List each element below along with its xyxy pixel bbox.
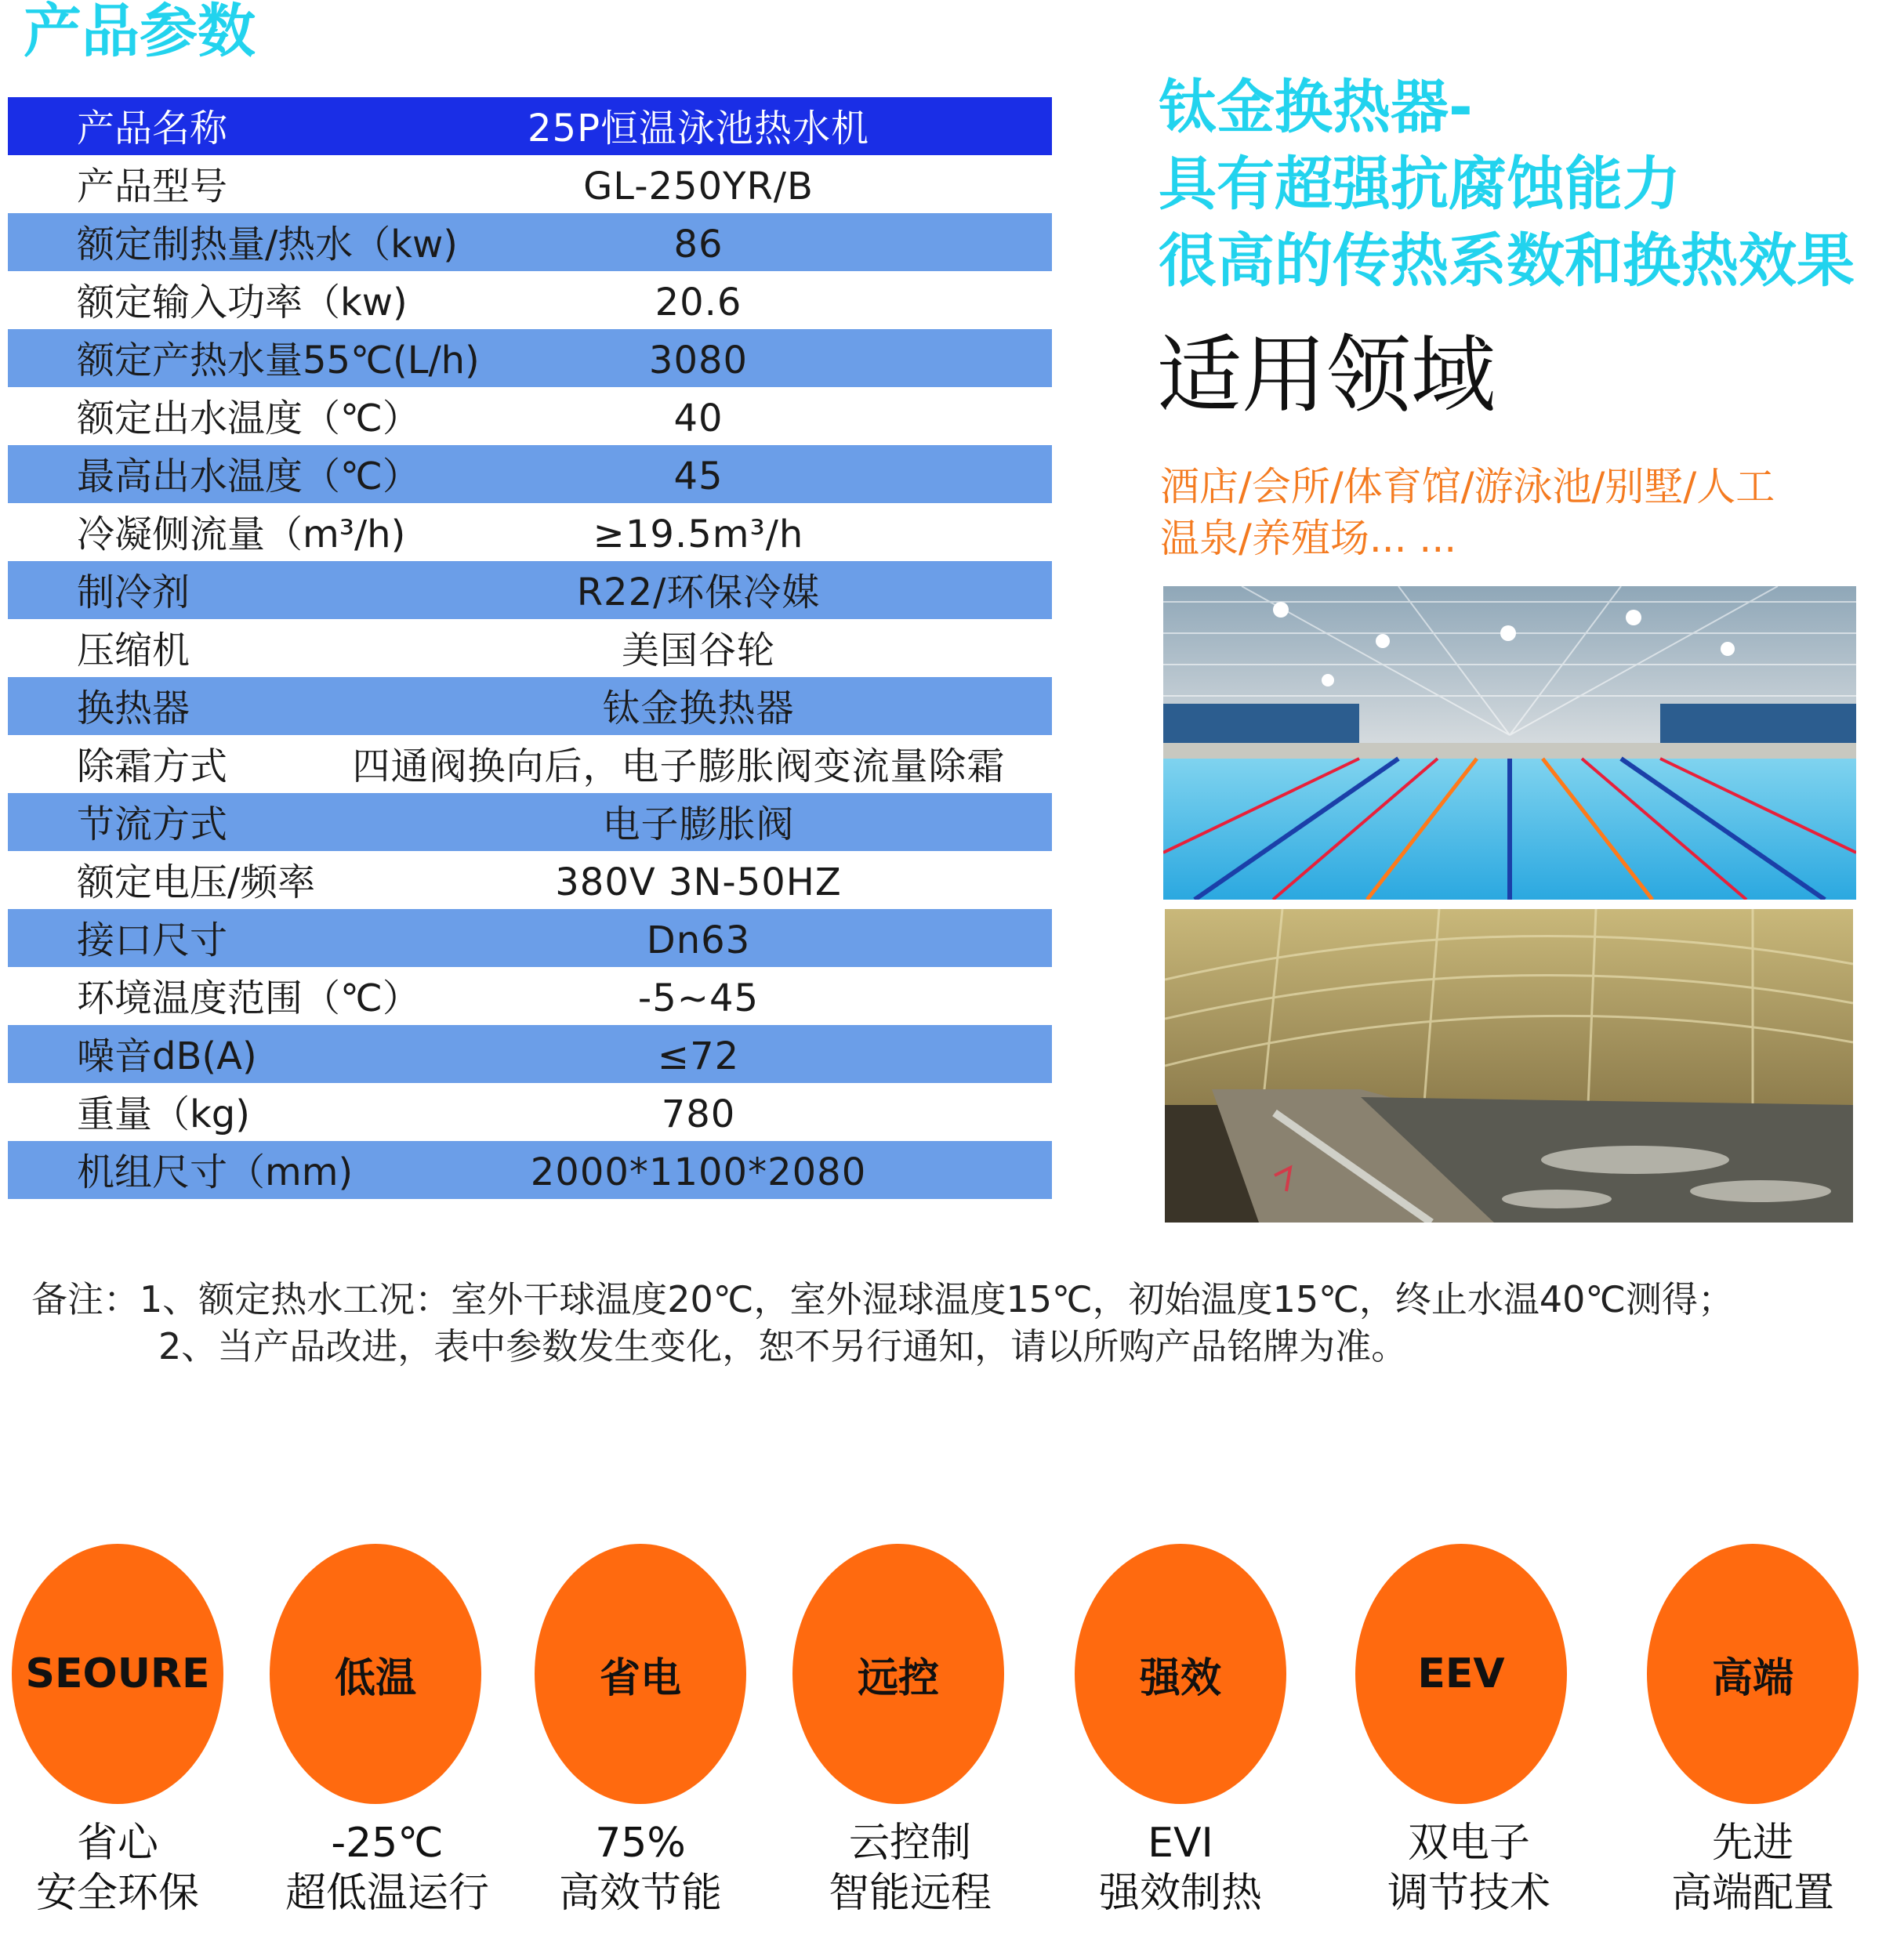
spec-label: 额定制热量/热水（kw) [77, 223, 458, 266]
feature-line: 很高的传热系数和换热效果 [1159, 227, 1855, 295]
spec-label: 制冷剂 [77, 571, 190, 614]
spec-value: 电子膨胀阀 [602, 802, 795, 846]
notes [31, 1276, 1734, 1370]
spec-label: 额定输入功率（kw) [77, 281, 408, 324]
table-row [8, 329, 1052, 387]
spec-label: 换热器 [77, 686, 190, 730]
table-row [8, 1025, 1052, 1083]
table-row [8, 387, 1052, 445]
badge-caption [1596, 1818, 1904, 1918]
table-row [8, 619, 1052, 677]
spec-label: 除霜方式 [77, 744, 228, 788]
spec-value: Dn63 [646, 918, 751, 962]
spec-label: 额定电压/频率 [77, 860, 316, 904]
badge-remote [742, 1544, 1055, 1936]
spec-label: 冷凝侧流量（m³/h) [77, 513, 406, 556]
table-row [8, 735, 1052, 793]
feature-badges [0, 1544, 1904, 1936]
spec-label: 机组尺寸（mm) [77, 1150, 354, 1194]
spec-label: 压缩机 [77, 628, 190, 672]
table-row [8, 967, 1052, 1025]
badge-caption [1024, 1818, 1337, 1918]
spec-value: 钛金换热器 [602, 686, 795, 730]
badge-caption [1320, 1818, 1618, 1918]
spec-label: 接口尺寸 [77, 918, 228, 962]
badge-circle [1075, 1544, 1286, 1804]
spec-value: ≥19.5m³/h [593, 513, 804, 556]
badge-caption-line: 强效制热 [1098, 1870, 1262, 1917]
table-row [8, 1083, 1052, 1141]
badge-caption-line: 智能远程 [828, 1870, 992, 1917]
application-title: 适用领域 [1157, 327, 1496, 425]
spec-label: 额定出水温度（℃） [77, 397, 420, 440]
badge-circle [535, 1544, 746, 1804]
badge-title: 省电 [599, 1654, 681, 1702]
spec-value: 20.6 [655, 281, 742, 324]
application-text [1160, 461, 1866, 564]
spec-value: 380V 3N-50HZ [555, 860, 842, 904]
spec-label: 产品名称 [77, 107, 228, 150]
spec-label: 环境温度范围（℃） [77, 976, 420, 1020]
badge-title: 强效 [1139, 1654, 1221, 1702]
table-row [8, 97, 1052, 155]
table-row [8, 213, 1052, 271]
application-line: 酒店/会所/体育馆/游泳池/别墅/人工 [1160, 464, 1775, 509]
aquaculture-farm-photo [1165, 909, 1853, 1223]
badge-title: EEV [1417, 1650, 1505, 1697]
spec-label: 噪音dB(A) [77, 1034, 257, 1078]
badge-caption-line: 75% [595, 1820, 686, 1867]
table-row [8, 445, 1052, 503]
badge-eev [1304, 1544, 1618, 1936]
spec-label: 最高出水温度（℃） [77, 455, 420, 498]
spec-label: 额定产热水量55℃(L/h) [77, 339, 480, 382]
badge-title: 低温 [334, 1654, 416, 1702]
badge-caption-line: 高效节能 [558, 1870, 722, 1917]
spec-value: 86 [673, 223, 724, 266]
badge-caption-line: 云控制 [848, 1820, 971, 1867]
table-row [8, 271, 1052, 329]
spec-label: 重量（kg) [77, 1092, 250, 1136]
feature-text [1159, 69, 1895, 299]
badge-caption-line: 双电子 [1407, 1820, 1530, 1867]
badge-strong [1024, 1544, 1337, 1936]
spec-value: 40 [673, 397, 724, 440]
table-row [8, 909, 1052, 967]
badge-caption-line: EVI [1148, 1820, 1213, 1867]
swimming-pool-photo [1163, 586, 1856, 900]
spec-label: 产品型号 [77, 165, 228, 208]
note-line: 备注：1、额定热水工况：室外干球温度20℃，室外湿球温度15℃，初始温度15℃，终止水温40℃测得； [31, 1278, 1735, 1320]
table-row [8, 677, 1052, 735]
spec-value: R22/环保冷媒 [576, 571, 821, 614]
badge-circle [792, 1544, 1004, 1804]
spec-value: GL-250YR/B [583, 165, 814, 208]
badge-caption-line: 省心 [76, 1820, 158, 1867]
badge-circle [12, 1544, 223, 1804]
spec-value: 3080 [648, 339, 749, 382]
badge-title: 高端 [1711, 1654, 1793, 1702]
badge-circle [1355, 1544, 1567, 1804]
table-row [8, 561, 1052, 619]
spec-value: 45 [673, 455, 724, 498]
spec-value: 四通阀换向后，电子膨胀阀变流量除霜 [352, 744, 1006, 788]
badge-caption-line: 先进 [1711, 1820, 1793, 1867]
spec-label: 节流方式 [77, 802, 228, 846]
spec-value: -5~45 [637, 976, 760, 1020]
badge-caption-line: 超低温运行 [285, 1870, 489, 1917]
badge-circle [270, 1544, 481, 1804]
table-row [8, 1141, 1052, 1199]
spec-table [8, 97, 1052, 1199]
badge-caption-line: 高端配置 [1670, 1870, 1834, 1917]
spec-value: 美国谷轮 [621, 628, 775, 672]
badge-caption-line: 调节技术 [1387, 1870, 1550, 1917]
badge-caption [765, 1818, 1055, 1918]
badge-title: 远控 [857, 1654, 939, 1702]
application-line: 温泉/养殖场... ... [1160, 516, 1457, 561]
badge-caption-line: 安全环保 [35, 1870, 199, 1917]
table-row [8, 155, 1052, 213]
badge-high-end [1596, 1544, 1904, 1936]
feature-line: 钛金换热器- [1159, 74, 1473, 141]
table-row [8, 851, 1052, 909]
table-row [8, 793, 1052, 851]
page-title: 产品参数 [24, 0, 256, 65]
spec-value: 2000*1100*2080 [530, 1150, 867, 1194]
badge-title: SEOURE [25, 1650, 210, 1697]
spec-value: ≤72 [657, 1034, 740, 1078]
spec-value: 780 [661, 1092, 736, 1136]
badge-circle [1647, 1544, 1859, 1804]
spec-value: 25P恒温泳池热水机 [527, 107, 870, 150]
note-line: 2、当产品改进，表中参数发生变化，恕不另行通知，请以所购产品铭牌为准。 [158, 1325, 1408, 1367]
feature-line: 具有超强抗腐蚀能力 [1159, 150, 1681, 218]
table-row [8, 503, 1052, 561]
badge-caption-line: -25℃ [331, 1820, 444, 1867]
